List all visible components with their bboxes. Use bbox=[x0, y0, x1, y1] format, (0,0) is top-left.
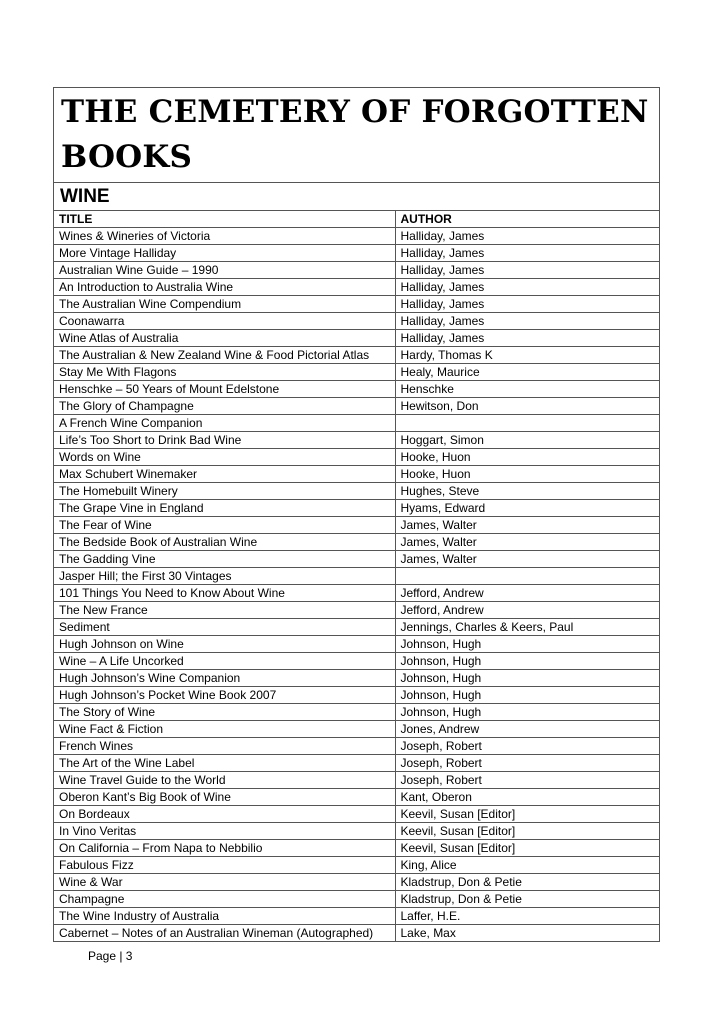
book-author-cell: King, Alice bbox=[395, 857, 659, 874]
table-row bbox=[54, 262, 659, 279]
book-author-cell: Lake, Max bbox=[400, 926, 456, 940]
table-row bbox=[54, 296, 659, 313]
table-row bbox=[54, 738, 659, 755]
book-author-cell: James, Walter bbox=[395, 517, 659, 534]
table-row bbox=[54, 857, 659, 874]
table-row bbox=[54, 551, 659, 568]
book-author-cell: James, Walter bbox=[395, 534, 659, 551]
column-header-title: TITLE bbox=[54, 211, 395, 228]
table-row bbox=[54, 670, 659, 687]
table-row bbox=[54, 228, 659, 245]
table-header-row bbox=[54, 211, 659, 228]
book-title-cell: Coonawarra bbox=[54, 313, 395, 330]
book-title-cell: Champagne bbox=[54, 891, 395, 908]
book-author-cell: Halliday, James bbox=[395, 245, 659, 262]
book-author-cell: Jones, Andrew bbox=[395, 721, 659, 738]
table-row bbox=[54, 483, 659, 500]
book-title-cell: More Vintage Halliday bbox=[54, 245, 395, 262]
book-author-cell: Johnson, Hugh bbox=[395, 636, 659, 653]
book-title-cell: Cabernet – Notes of an Australian Wineman (Autographed) bbox=[54, 925, 395, 942]
table-row bbox=[54, 347, 659, 364]
book-author-cell: Halliday, James bbox=[395, 313, 659, 330]
table-body bbox=[54, 228, 659, 942]
book-title-cell: In Vino Veritas bbox=[54, 823, 395, 840]
table-row bbox=[54, 840, 659, 857]
table-row bbox=[54, 245, 659, 262]
book-title-cell: 101 Things You Need to Know About Wine bbox=[54, 585, 395, 602]
table-row bbox=[54, 398, 659, 415]
book-author-cell: Jennings, Charles & Keers, Paul bbox=[395, 619, 659, 636]
book-author-cell: Halliday, James bbox=[395, 296, 659, 313]
book-title-cell: Hugh Johnson’s Pocket Wine Book 2007 bbox=[54, 687, 395, 704]
table-row bbox=[54, 517, 659, 534]
book-title-cell: The Homebuilt Winery bbox=[54, 483, 395, 500]
table-row bbox=[54, 381, 659, 398]
section-heading: WINE bbox=[54, 183, 659, 211]
book-title-cell: An Introduction to Australia Wine bbox=[54, 279, 395, 296]
book-author-cell: Johnson, Hugh bbox=[395, 653, 659, 670]
book-author-cell: Keevil, Susan [Editor] bbox=[395, 806, 659, 823]
book-author-cell: Halliday, James bbox=[395, 262, 659, 279]
table-row bbox=[54, 602, 659, 619]
book-title-cell: The Wine Industry of Australia bbox=[54, 908, 395, 925]
book-title-cell: Wine Travel Guide to the World bbox=[54, 772, 395, 789]
page-number: Page | 3 bbox=[88, 949, 133, 963]
book-author-cell: Jefford, Andrew bbox=[395, 585, 659, 602]
book-author-cell: Kladstrup, Don & Petie bbox=[395, 874, 659, 891]
book-author-cell: Johnson, Hugh bbox=[395, 670, 659, 687]
book-title-cell: Henschke – 50 Years of Mount Edelstone bbox=[54, 381, 395, 398]
table-row bbox=[54, 874, 659, 891]
book-title-cell: Stay Me With Flagons bbox=[54, 364, 395, 381]
table-row bbox=[54, 330, 659, 347]
book-author-cell: Hughes, Steve bbox=[395, 483, 659, 500]
book-title-cell: The Australian & New Zealand Wine & Food Pictorial Atlas bbox=[54, 347, 395, 364]
table-row bbox=[54, 704, 659, 721]
table-row bbox=[54, 789, 659, 806]
book-title-cell: Words on Wine bbox=[54, 449, 395, 466]
book-title-cell: The Story of Wine bbox=[54, 704, 395, 721]
book-author-cell: Henschke bbox=[395, 381, 659, 398]
table-row bbox=[54, 415, 659, 432]
book-title-cell: Wine Atlas of Australia bbox=[54, 330, 395, 347]
books-table bbox=[54, 211, 659, 941]
table-row bbox=[54, 908, 659, 925]
book-author-cell: Joseph, Robert bbox=[395, 755, 659, 772]
book-author-cell: Johnson, Hugh bbox=[395, 687, 659, 704]
book-title-cell: On California – From Napa to Nebbilio bbox=[54, 840, 395, 857]
table-row bbox=[54, 466, 659, 483]
book-title-cell: The Art of the Wine Label bbox=[54, 755, 395, 772]
book-title-cell: The Gadding Vine bbox=[54, 551, 395, 568]
book-title-cell: Wine – A Life Uncorked bbox=[54, 653, 395, 670]
book-title-cell: Sediment bbox=[54, 619, 395, 636]
book-author-cell: Keevil, Susan [Editor] bbox=[395, 840, 659, 857]
book-author-cell: Hewitson, Don bbox=[395, 398, 659, 415]
book-title-cell: The Bedside Book of Australian Wine bbox=[54, 534, 395, 551]
book-author-cell: Laffer, H.E. bbox=[395, 908, 659, 925]
table-row bbox=[54, 755, 659, 772]
book-author-cell: Keevil, Susan [Editor] bbox=[395, 823, 659, 840]
table-row bbox=[54, 653, 659, 670]
table-row bbox=[54, 772, 659, 789]
table-row bbox=[54, 364, 659, 381]
book-title-cell: French Wines bbox=[54, 738, 395, 755]
book-title-cell: The Fear of Wine bbox=[54, 517, 395, 534]
document-title: THE CEMETERY OF FORGOTTEN BOOKS bbox=[54, 88, 659, 183]
book-author-cell: Hyams, Edward bbox=[395, 500, 659, 517]
table-row bbox=[54, 585, 659, 602]
book-author-cell: Kant, Oberon bbox=[395, 789, 659, 806]
book-author-cell: Hoggart, Simon bbox=[395, 432, 659, 449]
column-header-author: AUTHOR bbox=[395, 211, 659, 228]
book-author-cell: Kladstrup, Don & Petie bbox=[395, 891, 659, 908]
book-catalog-sheet bbox=[53, 87, 660, 942]
book-title-cell: The Glory of Champagne bbox=[54, 398, 395, 415]
book-author-cell: Hardy, Thomas K bbox=[395, 347, 659, 364]
table-row bbox=[54, 823, 659, 840]
book-author-cell: Jefford, Andrew bbox=[395, 602, 659, 619]
book-title-cell: Wine Fact & Fiction bbox=[54, 721, 395, 738]
book-title-cell: Hugh Johnson’s Wine Companion bbox=[54, 670, 395, 687]
book-author-cell: Joseph, Robert bbox=[395, 772, 659, 789]
book-title-cell: Wine & War bbox=[54, 874, 395, 891]
table-row bbox=[54, 500, 659, 517]
book-title-cell: The Grape Vine in England bbox=[54, 500, 395, 517]
table-row bbox=[54, 687, 659, 704]
book-title-cell: Australian Wine Guide – 1990 bbox=[54, 262, 395, 279]
table-row bbox=[54, 449, 659, 466]
table-row bbox=[54, 891, 659, 908]
book-author-cell: Joseph, Robert bbox=[395, 738, 659, 755]
table-row bbox=[54, 432, 659, 449]
book-title-cell: Max Schubert Winemaker bbox=[54, 466, 395, 483]
table-row bbox=[54, 636, 659, 653]
book-title-cell: The New France bbox=[54, 602, 395, 619]
book-title-cell: The Australian Wine Compendium bbox=[54, 296, 395, 313]
table-row bbox=[54, 721, 659, 738]
book-title-cell: Life’s Too Short to Drink Bad Wine bbox=[54, 432, 395, 449]
book-title-cell: Oberon Kant’s Big Book of Wine bbox=[54, 789, 395, 806]
book-author-cell: Halliday, James bbox=[395, 228, 659, 245]
book-author-cell: Halliday, James bbox=[395, 279, 659, 296]
book-author-cell bbox=[395, 415, 659, 432]
book-author-cell: Healy, Maurice bbox=[395, 364, 659, 381]
table-row bbox=[54, 279, 659, 296]
book-title-cell: On Bordeaux bbox=[54, 806, 395, 823]
table-row bbox=[54, 806, 659, 823]
book-title-cell: Hugh Johnson on Wine bbox=[54, 636, 395, 653]
book-title-cell: Fabulous Fizz bbox=[54, 857, 395, 874]
book-author-cell: Johnson, Hugh bbox=[395, 704, 659, 721]
table-row bbox=[54, 534, 659, 551]
table-row bbox=[54, 619, 659, 636]
book-author-cell: Hooke, Huon bbox=[395, 466, 659, 483]
table-row bbox=[54, 313, 659, 330]
table-row bbox=[54, 568, 659, 585]
book-title-cell: Wines & Wineries of Victoria bbox=[54, 228, 395, 245]
book-author-cell: Halliday, James bbox=[395, 330, 659, 347]
table-row bbox=[54, 925, 659, 942]
book-title-cell: A French Wine Companion bbox=[54, 415, 395, 432]
book-author-cell bbox=[395, 568, 659, 585]
book-author-cell: James, Walter bbox=[395, 551, 659, 568]
book-title-cell: Jasper Hill; the First 30 Vintages bbox=[54, 568, 395, 585]
book-author-cell: Hooke, Huon bbox=[395, 449, 659, 466]
